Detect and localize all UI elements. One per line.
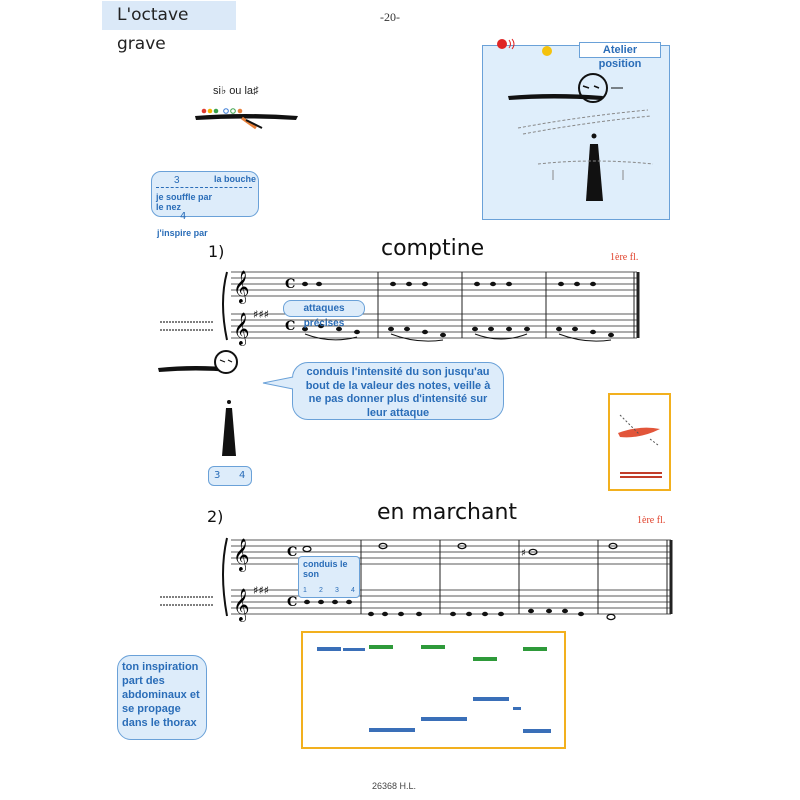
svg-text:C: C bbox=[285, 319, 296, 334]
posture-illustration-icon bbox=[493, 66, 663, 216]
svg-text:♯♯♯: ♯♯♯ bbox=[253, 584, 269, 597]
exercise2-number: 2) bbox=[207, 507, 224, 526]
exercise2-title: en marchant bbox=[377, 500, 518, 525]
player-posture-icon bbox=[156, 350, 246, 470]
inspiration-tip-bubble: ton inspiration part des abdominaux et se propage dans le thorax bbox=[117, 655, 207, 740]
lip-shape-icon bbox=[610, 395, 670, 489]
svg-text:𝄞: 𝄞 bbox=[233, 538, 250, 571]
beat-3: 3 bbox=[335, 587, 339, 594]
exercise2-part-note: 1ère fl. bbox=[637, 515, 666, 526]
beat-1: 1 bbox=[303, 587, 307, 594]
count-bubble bbox=[208, 466, 252, 486]
conduct-tag bbox=[298, 556, 360, 598]
breath-mouth-label: la bouche bbox=[214, 174, 257, 184]
page-title: L'octave grave bbox=[102, 1, 236, 30]
svg-text:𝄞: 𝄞 bbox=[233, 312, 250, 345]
exercise1-score bbox=[215, 262, 645, 347]
svg-text:♯♯♯: ♯♯♯ bbox=[253, 308, 269, 321]
exercise1-title: comptine bbox=[381, 236, 485, 261]
atelier-label: Atelier position bbox=[579, 42, 661, 58]
svg-text:𝄞: 𝄞 bbox=[233, 588, 250, 621]
atelier-position-box bbox=[482, 45, 670, 220]
breath-nose-label: je souffle par le nez bbox=[156, 192, 213, 212]
footer-code: 26368 H.L. bbox=[372, 781, 417, 791]
conduct-label: conduis le son bbox=[303, 559, 348, 579]
svg-text:♯: ♯ bbox=[521, 548, 526, 559]
fingering-label: si♭ ou la♯ bbox=[213, 85, 259, 97]
beat-4: 4 bbox=[351, 587, 355, 594]
pitch-diagram-box bbox=[301, 631, 566, 749]
breathing-bubble bbox=[151, 171, 259, 217]
small-flute-icon bbox=[158, 318, 218, 336]
svg-text:𝄞: 𝄞 bbox=[233, 270, 250, 303]
count-four: 4 bbox=[239, 470, 246, 481]
lip-position-box bbox=[608, 393, 671, 491]
small-flute-icon-2 bbox=[158, 593, 218, 611]
flute-fingering-icon bbox=[190, 104, 305, 132]
count-three: 3 bbox=[214, 470, 221, 481]
exercise1-number: 1) bbox=[208, 242, 225, 261]
page-number: -20- bbox=[380, 10, 400, 24]
intensity-tip-bubble: conduis l'intensité du son jusqu'au bout de la valeur des notes, veille à ne pas donner plus d'intensité sur leur attaque bbox=[292, 362, 504, 420]
breath-arrow bbox=[156, 187, 252, 188]
pitch-bars-icon bbox=[303, 633, 564, 747]
beat-2: 2 bbox=[319, 587, 323, 594]
breath-four: 4 bbox=[180, 211, 187, 222]
recording-indicator-icon bbox=[494, 36, 556, 56]
tip-pointer-icon bbox=[262, 376, 294, 390]
svg-text:C: C bbox=[287, 595, 298, 610]
attacks-tag: attaques précises bbox=[283, 300, 365, 317]
exercise1-part-note: 1ère fl. bbox=[610, 252, 639, 263]
svg-text:C: C bbox=[285, 277, 296, 292]
breath-inhale-label: j'inspire par bbox=[157, 228, 208, 238]
svg-text:C: C bbox=[287, 545, 298, 560]
exercise2-score bbox=[215, 528, 675, 623]
breath-count: 3 bbox=[174, 175, 180, 186]
